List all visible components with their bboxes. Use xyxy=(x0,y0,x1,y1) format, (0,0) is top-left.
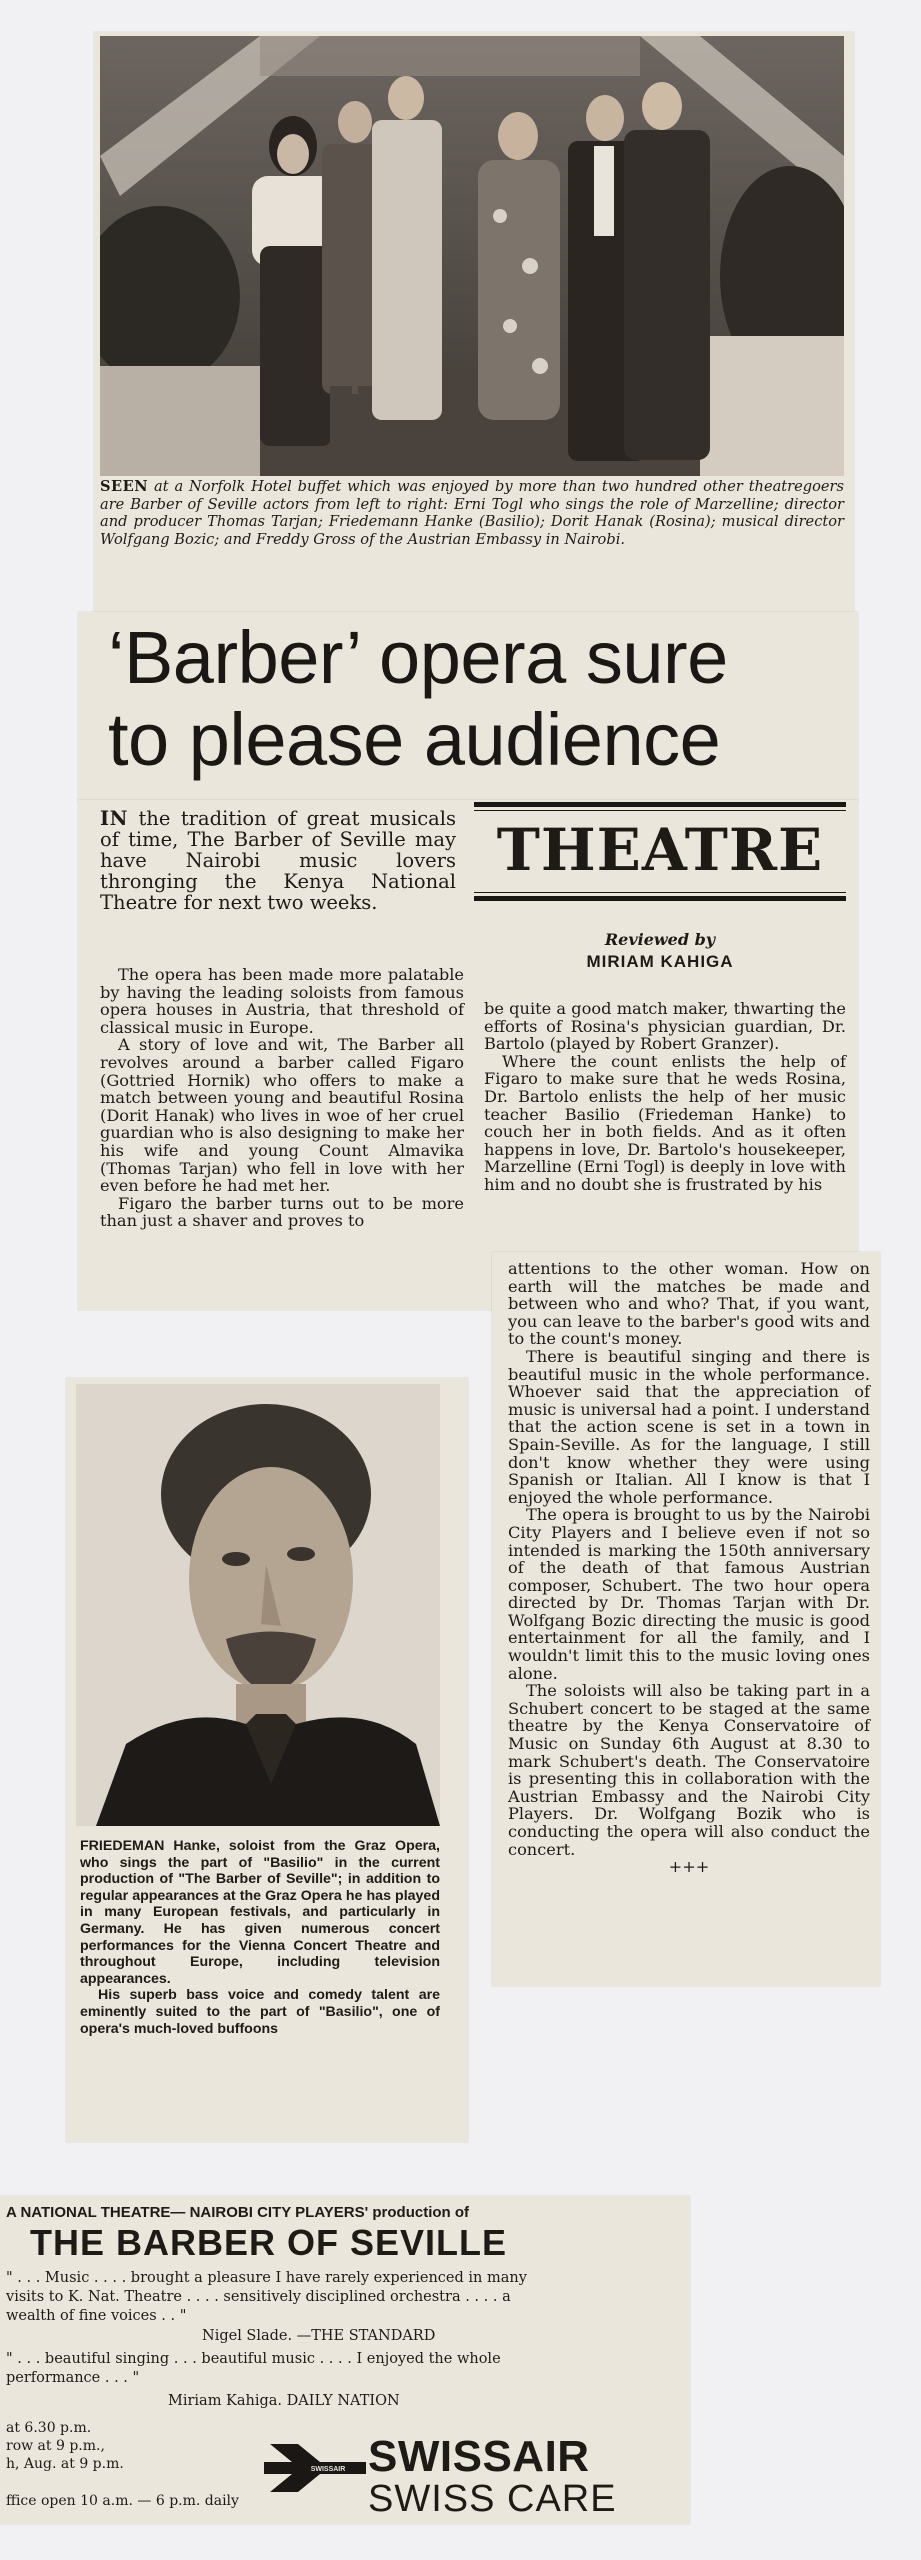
col2-paragraph-1: be quite a good match maker, thwarting the efforts of Rosina's physician guardian, Dr. Bartolo (played by Robert Granzer). xyxy=(484,999,846,1054)
advert-title: THE BARBER OF SEVILLE xyxy=(30,2222,508,2263)
lead-paragraph-text: the tradition of great musicals of time, The Barber of Seville may have Nairobi music lovers thronging the Kenya National Theatre for next two weeks. xyxy=(100,807,457,914)
article-column-1 xyxy=(100,966,464,1230)
advert-time-3: h, Aug. at 9 p.m. xyxy=(6,2456,124,2472)
advert-quote1-line1: " . . . Music . . . . brought a pleasure I have rarely experienced in many xyxy=(6,2270,527,2286)
reviewed-by-label: Reviewed by xyxy=(604,930,716,949)
advert-source1: Nigel Slade. —THE STANDARD xyxy=(202,2328,436,2344)
reviewer-name: MIRIAM KAHIGA xyxy=(586,952,734,971)
col3-paragraph-2: There is beautiful singing and there is beautiful music in the whole performance. Whoever said that the appreciation of music is universal had a point. I understand that the action scene is set in a town in Spain-Seville. As for the language, I still don't know whether they were using Spanish or Italian. All I know is that I enjoyed the whole performance. xyxy=(508,1346,870,1507)
advert-time-2: row at 9 p.m., xyxy=(6,2438,105,2454)
col3-paragraph-3: The opera is brought to us by the Nairobi City Players and I believe even if not so intended is marking the 150th anniversary of the death of that famous Austrian composer, Schubert. The two hour opera directed by Dr. Thomas Tarjan with Dr. Wolfgang Bozic directing the music is good entertainment for all the family, and I wouldn't limit this to the music loving ones alone. xyxy=(508,1505,870,1683)
sponsor-name: SWISSAIR xyxy=(368,2432,590,2481)
swissair-logo xyxy=(262,2440,372,2496)
col2-paragraph-2: Where the count enlists the help of Figaro to make sure that he weds Rosina, Dr. Bartolo enlists the help of her music teacher Basilio (Friedeman Hanke) to couch her in both fields. And as it often happens in love, Dr. Bartolo's housekeeper, Marzelline (Erni Togl) is deeply in love with him and no doubt she is frustrated by his xyxy=(484,1051,846,1194)
advert-time-1: at 6.30 p.m. xyxy=(6,2420,92,2436)
photo-caption-text: at a Norfolk Hotel buffet which was enjoyed by more than two hundred other theatregoers are Barber of Seville actors from left to right: Erni Togl who sings the role of Marzelline; director and producer Thomas Tarjan; Friedemann Hanke (Basilio); Dorit Hanak (Rosina); musical director Wolfgang Bozic; and Freddy Gross of the Austrian Embassy in Nairobi. xyxy=(100,478,845,548)
sponsor-tagline: SWISS CARE xyxy=(368,2478,617,2520)
col3-paragraph-1: attentions to the other woman. How on earth will the matches be made and between who and who? That, if you want, you can leave to the barber's good wits and to the count's money. xyxy=(508,1259,870,1349)
headline-line-2: to please audience xyxy=(108,698,721,781)
banner-rule-bottom-thin xyxy=(474,892,846,893)
section-banner xyxy=(474,800,846,912)
portrait-caption xyxy=(80,1838,440,2037)
col3-paragraph-4: The soloists will also be taking part in a Schubert concert to be staged at the same theatre by the Kenya Conservatoire of Music on Sunday 6th August at 8.30 to mark Schubert's death. The Conservatoire is presenting this in collaboration with the Austrian Embassy and the Nairobi City Players. Dr. Wolfgang Bozik who is conducting the opera will also conduct the concert. xyxy=(508,1681,870,1859)
lead-paragraph-lead: IN xyxy=(100,807,128,830)
advert-header: A NATIONAL THEATRE— NAIROBI CITY PLAYERS' production of xyxy=(6,2204,470,2221)
section-title: THEATRE xyxy=(496,816,824,884)
swissair-logo-text: SWISSAIR xyxy=(310,2466,346,2473)
banner-rule-top xyxy=(474,802,846,807)
portrait-caption-p1: FRIEDEMAN Hanke, soloist from the Graz Opera, who sings the part of "Basilio" in the current production of "The Barber of Seville"; in addition to regular appearances at the Graz Opera he has played in many European festivals, and particularly in Germany. He has given numerous concert performances for the Vienna Concert Theatre and throughout Europe, including television appearances. xyxy=(80,1838,440,1987)
portrait-photo xyxy=(76,1384,440,1826)
article-column-3 xyxy=(508,1260,870,1876)
col1-paragraph-3: Figaro the barber turns out to be more than just a shaver and proves to xyxy=(100,1193,464,1231)
portrait-caption-p2: His superb bass voice and comedy talent are eminently suited to the part of "Basilio", one of opera's much-loved buffoons xyxy=(80,1987,440,2037)
col1-paragraph-1: The opera has been made more palatable by having the leading soloists from famous opera houses in Austria, that threshold of classical music in Europe. xyxy=(100,965,464,1037)
advert-quote1-line2: visits to K. Nat. Theatre . . . . sensitively disciplined orchestra . . . . a xyxy=(6,2289,511,2305)
group-photo xyxy=(100,36,844,476)
advert-quote1-line3: wealth of fine voices . . " xyxy=(6,2308,187,2324)
advert-quote2-line1: " . . . beautiful singing . . . beautiful music . . . . I enjoyed the whole xyxy=(6,2351,501,2367)
col1-paragraph-2: A story of love and wit, The Barber all revolves around a barber called Figaro (Gottried Hornik) who offers to make a match between young and beautiful Rosina (Dorit Hanak) who lives in woe of her cruel guardian who is also designing to make her his wife and young Count Almavika (Thomas Tarjan) who fell in love with her even before he had met her. xyxy=(100,1035,464,1196)
advert-quote2-line2: performance . . . " xyxy=(6,2370,140,2386)
article-end-mark: +++ xyxy=(668,1857,710,1877)
article-column-2 xyxy=(484,1000,846,1194)
banner-rule-bottom xyxy=(474,896,846,901)
headline-line-1: ‘Barber’ opera sure xyxy=(108,616,728,699)
photo-caption-lead: SEEN xyxy=(100,478,149,495)
lead-paragraph xyxy=(100,808,456,913)
photo-caption xyxy=(100,478,844,548)
banner-rule-top-thin xyxy=(474,810,846,811)
advert-time-4: ffice open 10 a.m. — 6 p.m. daily xyxy=(6,2493,239,2509)
advert-source2: Miriam Kahiga. DAILY NATION xyxy=(168,2393,400,2409)
